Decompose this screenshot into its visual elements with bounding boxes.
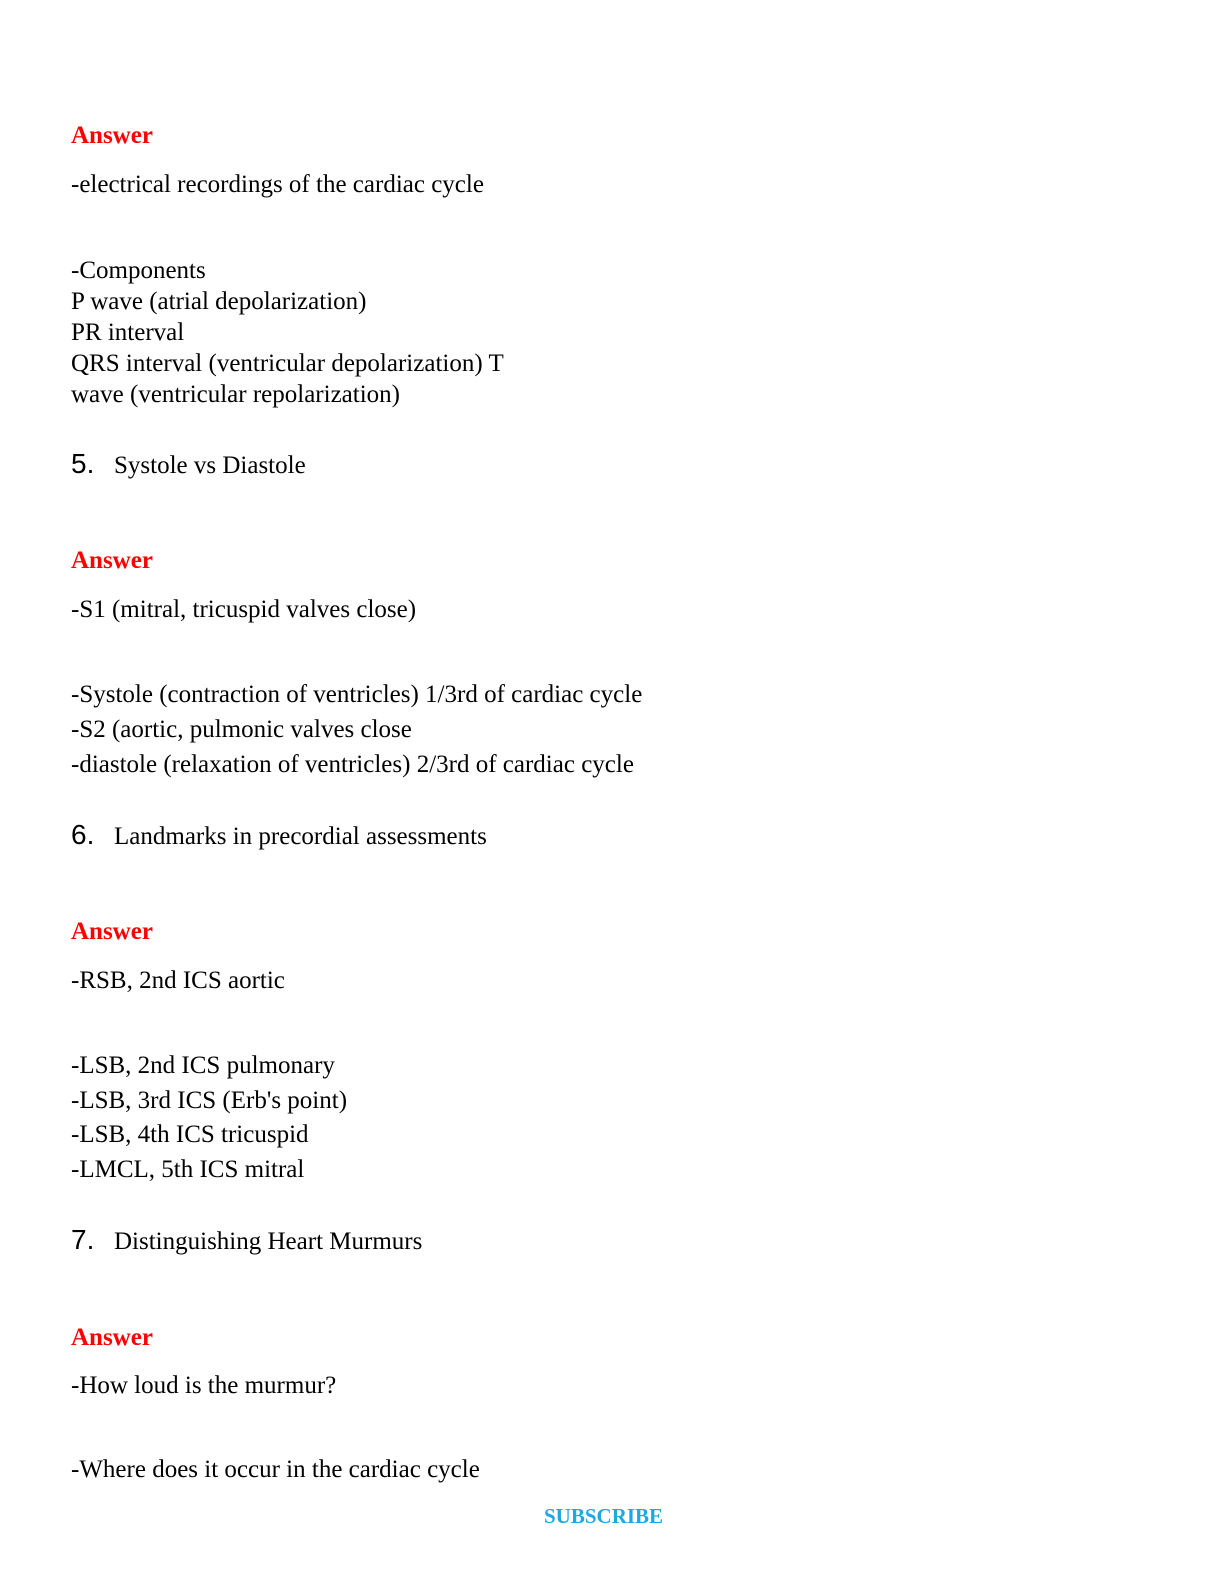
answer-label: Answer	[71, 1324, 153, 1351]
answer-text: -Where does it occur in the cardiac cycle	[71, 1456, 480, 1483]
answer-text: -RSB, 2nd ICS aortic	[71, 967, 285, 994]
answer-label: Answer	[71, 547, 153, 574]
answer-text: -How loud is the murmur?	[71, 1372, 337, 1399]
question-number: 5.	[71, 448, 95, 479]
answer-text: -LMCL, 5th ICS mitral	[71, 1156, 305, 1183]
answer-text: -Components	[71, 257, 206, 284]
answer-text: -S2 (aortic, pulmonic valves close	[71, 716, 412, 743]
answer-text: -LSB, 4th ICS tricuspid	[71, 1121, 309, 1148]
answer-text: -diastole (relaxation of ventricles) 2/3rd of cardiac cycle	[71, 751, 634, 778]
answer-text: QRS interval (ventricular depolarization) T	[71, 350, 504, 377]
answer-text: -LSB, 3rd ICS (Erb's point)	[71, 1087, 348, 1114]
answer-label: Answer	[71, 918, 153, 945]
subscribe-link[interactable]: SUBSCRIBE	[544, 1504, 664, 1528]
answer-text: wave (ventricular repolarization)	[71, 381, 400, 408]
answer-text: P wave (atrial depolarization)	[71, 288, 367, 315]
question-number: 7.	[71, 1224, 95, 1255]
answer-label: Answer	[71, 122, 153, 149]
question-number: 6.	[71, 819, 95, 850]
answer-text: -S1 (mitral, tricuspid valves close)	[71, 596, 417, 623]
answer-text: -Systole (contraction of ventricles) 1/3rd of cardiac cycle	[71, 681, 643, 708]
answer-text: PR interval	[71, 319, 185, 346]
question-title: Systole vs Diastole	[114, 452, 306, 479]
question-title: Landmarks in precordial assessments	[114, 823, 487, 850]
answer-text: -electrical recordings of the cardiac cycle	[71, 171, 484, 198]
answer-text: -LSB, 2nd ICS pulmonary	[71, 1052, 335, 1079]
question-title: Distinguishing Heart Murmurs	[114, 1228, 423, 1255]
